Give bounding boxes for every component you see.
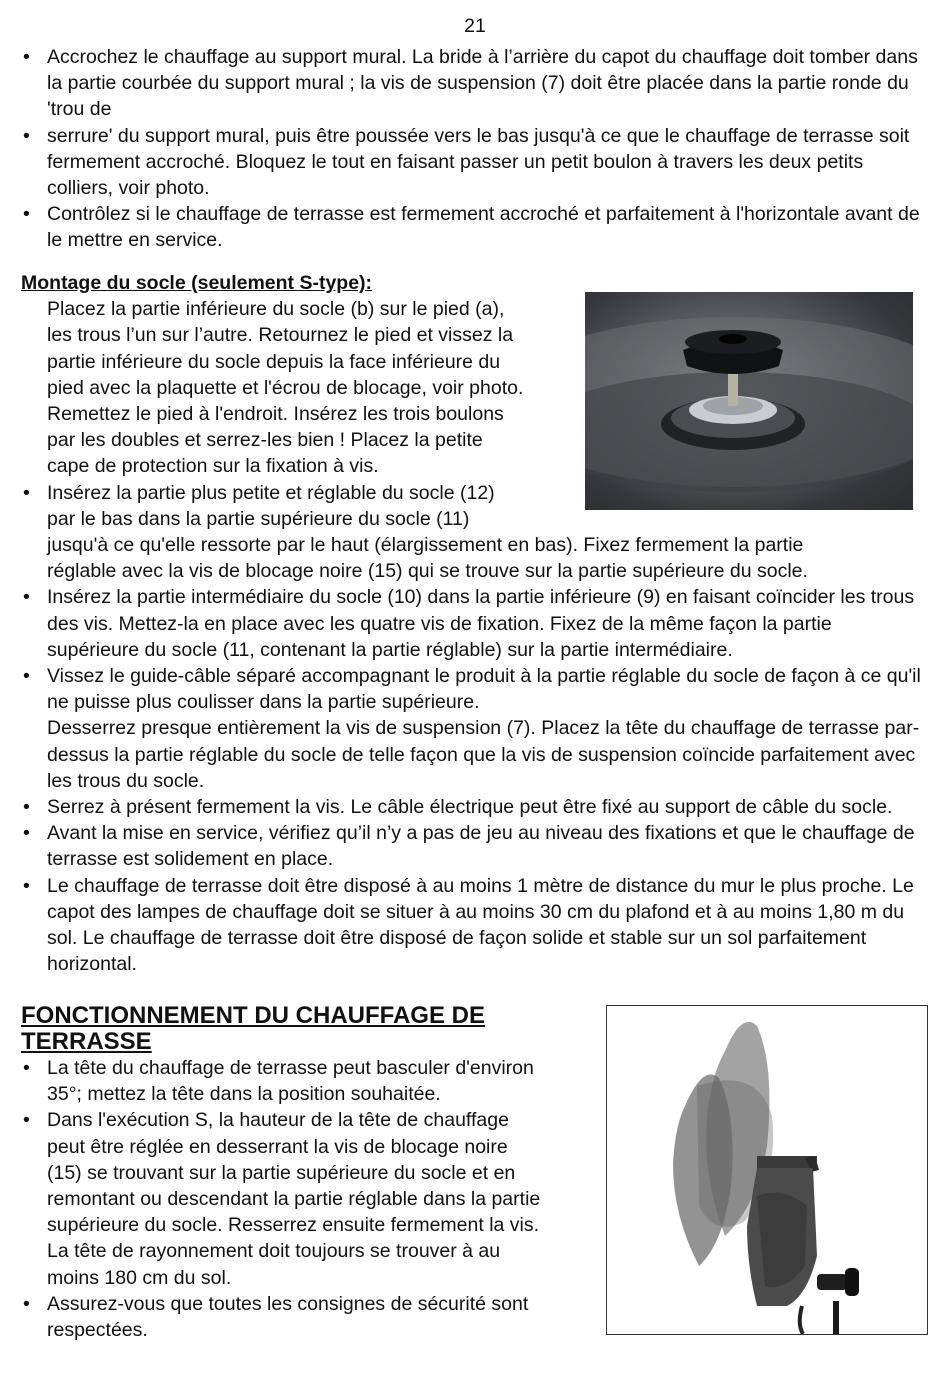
text-line: peut être réglée en desserrant la vis de blocage noire <box>47 1135 508 1158</box>
list-item: • Avant la mise en service, vérifiez qu’il n’y a pas de jeu au niveau des fixations et que le chauffage de terrasse est solidement en place. <box>21 820 926 872</box>
list-item: • Le chauffage de terrasse doit être disposé à au moins 1 mètre de distance du mur le plus proche. Le capot des lampes de chauffage doit se situer à au moins 30 cm du plafond et à au moins 1,80 m du sol. Le chauffage de terrasse doit être disposé de façon solide et stable sur un sol parfaitement horizontal. <box>21 873 926 978</box>
text-line: (15) se trouvant sur la partie supérieure du socle et en <box>47 1161 516 1184</box>
list-item: • Accrochez le chauffage au support mural. La bride à l’arrière du capot du chauffage doit tomber dans la partie courbée du support mural ; la vis de suspension (7) doit être placée dans la partie ronde du 'trou de <box>21 44 926 123</box>
text-line: moins 180 cm du sol. <box>47 1266 232 1289</box>
text-line: remontant ou descendant la partie réglable dans la partie <box>47 1188 541 1211</box>
text-line: partie inférieure du socle depuis la face inférieure du <box>47 350 501 373</box>
section-subheading: Montage du socle (seulement S-type): <box>21 272 373 294</box>
text-line: • La tête du chauffage de terrasse peut basculer d'environ <box>47 1057 534 1079</box>
section-heading-continued: TERRASSE <box>21 1028 152 1055</box>
socle-fixation-photo <box>585 292 913 510</box>
text-line: jusqu'à ce qu'elle ressorte par le haut (élargissement en bas). Fixez fermement la partie <box>47 534 804 557</box>
text-line: supérieure du socle. Resserrez ensuite fermement la vis. <box>47 1214 540 1237</box>
socle-fixation-illustration <box>585 292 913 510</box>
list-item <box>21 1107 591 1290</box>
text-line: • Assurez-vous que toutes les consignes de sécurité sont <box>47 1292 529 1315</box>
intro-list <box>21 44 926 254</box>
text-line: La tête de rayonnement doit toujours se trouver à au <box>47 1240 501 1263</box>
page-number: 21 <box>464 15 486 37</box>
section-heading: FONCTIONNEMENT DU CHAUFFAGE DE <box>21 1002 485 1029</box>
list-item <box>21 1055 591 1107</box>
text-line: Remettez le pied à l'endroit. Insérez les trois boulons <box>47 403 504 426</box>
list-item <box>21 1291 591 1343</box>
text-line: par les doubles et serrez-les bien ! Placez la petite <box>47 429 483 452</box>
text-line: 35°; mettez la tête dans la position souhaitée. <box>47 1083 441 1106</box>
text-line: pied avec la plaquette et l'écrou de blocage, voir photo. <box>47 376 524 399</box>
text-line: réglable avec la vis de blocage noire (15) qui se trouve sur la partie supérieure du socle. <box>47 560 808 583</box>
list-item: • serrure' du support mural, puis être poussée vers le bas jusqu'à ce que le chauffage de terrasse soit fermement accroché. Bloquez le tout en faisant passer un petit boulon à travers les deux petits colliers, voir photo. <box>21 123 926 202</box>
list-item-continuation: Desserrez presque entièrement la vis de suspension (7). Placez la tête du chauffage de terrasse par-dessus la partie réglable du socle de telle façon que la vis de suspension coïncide parfaitement avec les trous du socle. <box>47 717 920 792</box>
text-line: les trous l’un sur l’autre. Retournez le pied et vissez la <box>47 324 514 347</box>
list-item: • Insérez la partie intermédiaire du socle (10) dans la partie inférieure (9) en faisant coïncider les trous des vis. Mettez-la en place avec les quatre vis de fixation. Fixez de la même façon la partie supérieure du socle (11, contenant la partie réglable) sur la partie intermédiaire. <box>21 584 926 663</box>
list-item: • Contrôlez si le chauffage de terrasse est fermement accroché et parfaitement à l'horizontale avant de le mettre en service. <box>21 201 926 253</box>
text-line: respectées. <box>47 1319 148 1342</box>
text-line: • Dans l'exécution S, la hauteur de la tête de chauffage <box>47 1109 509 1132</box>
list-item: • Vissez le guide-câble séparé accompagnant le produit à la partie réglable du socle de façon à ce qu'il ne puisse plus coulisser dans la partie supérieure. <box>21 663 926 715</box>
heater-tilt-illustration <box>607 1006 927 1334</box>
heater-tilt-photo <box>606 1005 928 1335</box>
text-line: cape de protection sur la fixation à vis. <box>47 455 379 478</box>
text-line: • Insérez la partie plus petite et réglable du socle (12) <box>47 481 495 504</box>
text-line: Placez la partie inférieure du socle (b) sur le pied (a), <box>47 298 505 321</box>
text-line: par le bas dans la partie supérieure du socle (11) <box>47 507 470 530</box>
list-item: • Serrez à présent fermement la vis. Le câble électrique peut être fixé au support de câble du socle. <box>21 794 926 820</box>
fonctionnement-section <box>21 1003 591 1343</box>
